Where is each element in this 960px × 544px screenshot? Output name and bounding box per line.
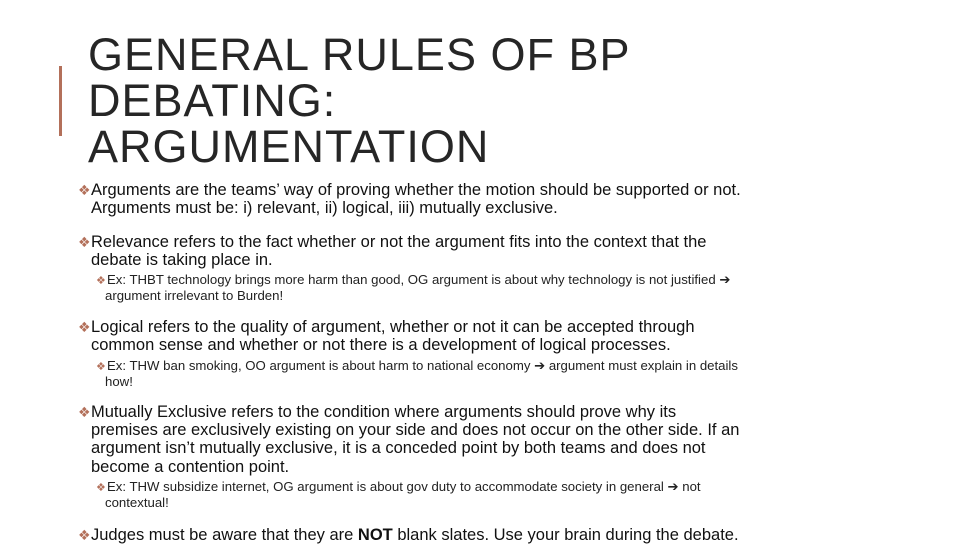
diamond-bullet-icon: ❖	[78, 527, 91, 543]
slide-title-line-2: DEBATING:	[88, 75, 337, 126]
bullet-judges: ❖Judges must be aware that they are NOT blank slates. Use your brain during the debate.	[78, 526, 739, 544]
right-arrow-icon: ➔	[667, 479, 679, 494]
slide-title-line-1: GENERAL RULES OF BP	[88, 29, 631, 80]
sub-bullet-mutually-exclusive-example: ❖Ex: THW subsidize internet, OG argument is about gov duty to accommodate society in general ➔ not contextual!	[96, 479, 701, 510]
sub-bullet-relevance-example: ❖Ex: THBT technology brings more harm than good, OG argument is about why technology is not justified ➔ argument irrelevant to Burden!	[96, 272, 731, 303]
bullet-relevance: ❖Relevance refers to the fact whether or not the argument fits into the context that the debate is taking place in.	[78, 233, 707, 270]
diamond-bullet-icon: ❖	[78, 319, 91, 335]
bullet-arguments: ❖Arguments are the teams’ way of proving whether the motion should be supported or not. Arguments must be: i) relevant, ii) logical, iii) mutually exclusive.	[78, 181, 741, 218]
diamond-bullet-icon: ❖	[96, 275, 106, 287]
sub-bullet-logical-example: ❖Ex: THW ban smoking, OO argument is about harm to national economy ➔ argument must explain in details how!	[96, 358, 738, 389]
right-arrow-icon: ➔	[534, 358, 546, 373]
emphasis-not: NOT	[357, 526, 393, 544]
bullet-mutually-exclusive: ❖Mutually Exclusive refers to the condition where arguments should prove why its premises are exclusively existing on your side and does not occur on the other side. If an argument isn’t mutually exclusive, it is a conceded point by both teams and does not become a contention point.	[78, 403, 740, 476]
slide-title-line-3: ARGUMENTATION	[88, 121, 490, 172]
diamond-bullet-icon: ❖	[96, 482, 106, 494]
right-arrow-icon: ➔	[719, 272, 731, 287]
diamond-bullet-icon: ❖	[78, 182, 91, 198]
diamond-bullet-icon: ❖	[78, 234, 91, 250]
diamond-bullet-icon: ❖	[96, 361, 106, 373]
bullet-logical: ❖Logical refers to the quality of argument, whether or not it can be accepted through common sense and whether or not there is a development of logical processes.	[78, 318, 695, 355]
diamond-bullet-icon: ❖	[78, 404, 91, 420]
